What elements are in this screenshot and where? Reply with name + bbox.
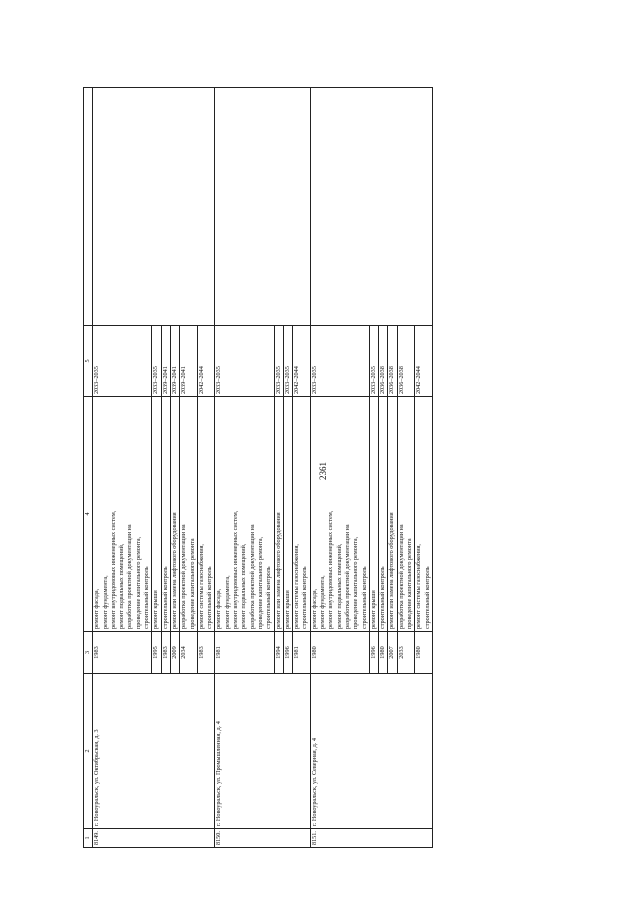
work-line: проведение капитального ремонта — [405, 538, 413, 629]
row-number: 8151. — [310, 829, 432, 848]
work-line: ремонт подвальных помещений, — [118, 543, 126, 629]
work-line: проведение капитального ремонта, — [256, 536, 264, 629]
period-cell: 2042–2044 — [197, 326, 215, 397]
year-cell: 1981 — [293, 632, 311, 674]
work-cell — [197, 397, 215, 632]
table-row — [93, 88, 152, 848]
work-cell — [293, 397, 311, 632]
work-line: строительный контроль — [379, 566, 387, 629]
period-cell: 2033–2035 — [274, 326, 283, 397]
work-line: ремонт фасада, — [215, 588, 223, 629]
work-line: ремонт или замена лифтового оборудования — [274, 512, 282, 629]
work-line: строительный контроль — [265, 566, 273, 629]
work-line: ремонт фундамента, — [319, 575, 327, 629]
empty-cell — [215, 88, 310, 326]
work-line: ремонт подвальных помещений, — [240, 543, 248, 629]
rotated-table-sheet — [83, 88, 581, 848]
work-line: проведение капитального ремонта, — [352, 536, 360, 629]
work-line: ремонт крыши — [283, 590, 291, 629]
work-cell — [170, 397, 179, 632]
work-line: ремонт крыши — [152, 590, 160, 629]
column-header-4: 4 — [84, 397, 93, 632]
row-number: 8150. — [215, 829, 310, 848]
work-cell — [415, 397, 433, 632]
work-cell — [93, 397, 152, 632]
column-header-empty — [84, 88, 93, 326]
column-header-5: 5 — [84, 326, 93, 397]
work-line: ремонт фасада, — [310, 588, 318, 629]
year-cell: 1983 — [161, 632, 170, 674]
work-cell — [310, 397, 369, 632]
year-cell: 1981 — [215, 632, 274, 674]
work-line: ремонт фундамента, — [101, 575, 109, 629]
work-line: ремонт внутридомовых инженерных систем, — [327, 510, 335, 629]
period-cell: 2033–2035 — [93, 326, 152, 397]
year-cell: 1995 — [152, 632, 161, 674]
period-cell: 2039–2041 — [170, 326, 179, 397]
building-address: г. Новоуральск, ул. Промышленная, д. 4 — [215, 674, 310, 829]
work-line: проведение капитального ремонта, — [134, 536, 142, 629]
year-cell: 1980 — [415, 632, 433, 674]
work-cell — [152, 397, 161, 632]
period-cell: 2036–2038 — [397, 326, 415, 397]
work-line: ремонт подвальных помещений, — [335, 543, 343, 629]
period-cell: 2042–2044 — [293, 326, 311, 397]
period-cell: 2033–2035 — [310, 326, 369, 397]
work-cell — [180, 397, 198, 632]
year-cell: 2007 — [388, 632, 397, 674]
period-cell: 2033–2035 — [152, 326, 161, 397]
work-line: ремонт крыши — [369, 590, 377, 629]
period-cell: 2039–2041 — [180, 326, 198, 397]
year-cell: 1980 — [379, 632, 388, 674]
work-line: строительный контроль — [360, 566, 368, 629]
work-line: разработка проектной документации на — [397, 524, 405, 629]
column-header-2: 2 — [84, 674, 93, 829]
period-cell: 2036–2038 — [388, 326, 397, 397]
work-line: разработка проектной документации на — [343, 524, 351, 629]
year-cell: 1996 — [283, 632, 292, 674]
work-cell — [369, 397, 378, 632]
work-line: строительный контроль — [206, 566, 214, 629]
work-line: строительный контроль — [301, 566, 309, 629]
period-cell: 2033–2035 — [215, 326, 274, 397]
empty-cell — [310, 88, 432, 326]
repair-schedule-table — [83, 87, 433, 848]
period-cell: 2036–2038 — [379, 326, 388, 397]
period-cell: 2042–2044 — [415, 326, 433, 397]
period-cell: 2033–2035 — [369, 326, 378, 397]
work-line: ремонт системы газоснабжения, — [415, 544, 423, 629]
table-row — [310, 88, 369, 848]
building-address: г. Новоуральск, ул. Северная, д. 4 — [310, 674, 432, 829]
table-row — [215, 88, 274, 848]
work-line: ремонт или замена лифтового оборудования — [388, 512, 396, 629]
year-cell: 1980 — [310, 632, 369, 674]
work-line: ремонт или замена лифтового оборудования — [170, 512, 178, 629]
work-line: разработка проектной документации на — [248, 524, 256, 629]
year-cell: 1994 — [274, 632, 283, 674]
column-number-row — [84, 88, 93, 848]
work-cell — [388, 397, 397, 632]
period-cell: 2039–2041 — [161, 326, 170, 397]
period-cell: 2033–2035 — [283, 326, 292, 397]
work-line: разработка проектной документации на — [180, 524, 188, 629]
work-line: ремонт внутридомовых инженерных систем, — [109, 510, 117, 629]
table-body — [93, 88, 433, 848]
work-line: проведение капитального ремонта — [188, 538, 196, 629]
year-cell: 1983 — [197, 632, 215, 674]
year-cell: 2009 — [170, 632, 179, 674]
work-cell — [379, 397, 388, 632]
work-line: строительный контроль — [161, 566, 169, 629]
year-cell: 1996 — [369, 632, 378, 674]
work-line: строительный контроль — [143, 566, 151, 629]
work-line: ремонт системы газоснабжения, — [197, 544, 205, 629]
work-cell — [397, 397, 415, 632]
work-line: разработка проектной документации на — [126, 524, 134, 629]
work-line: ремонт внутридомовых инженерных систем, — [232, 510, 240, 629]
column-header-3: 3 — [84, 632, 93, 674]
work-cell — [161, 397, 170, 632]
work-line: ремонт фасада, — [93, 588, 101, 629]
work-cell — [283, 397, 292, 632]
year-cell: 1983 — [93, 632, 152, 674]
row-number: 8149. — [93, 829, 215, 848]
empty-cell — [93, 88, 215, 326]
column-header-1: 1 — [84, 829, 93, 848]
work-cell — [215, 397, 274, 632]
year-cell: 2033 — [397, 632, 415, 674]
page-number: 2361 — [318, 462, 328, 480]
year-cell: 2034 — [180, 632, 198, 674]
work-line: строительный контроль — [423, 566, 431, 629]
work-cell — [274, 397, 283, 632]
work-line: ремонт фундамента, — [223, 575, 231, 629]
work-line: ремонт системы газоснабжения, — [293, 544, 301, 629]
building-address: г. Новоуральск, ул. Октябрьская, д. 3 — [93, 674, 215, 829]
